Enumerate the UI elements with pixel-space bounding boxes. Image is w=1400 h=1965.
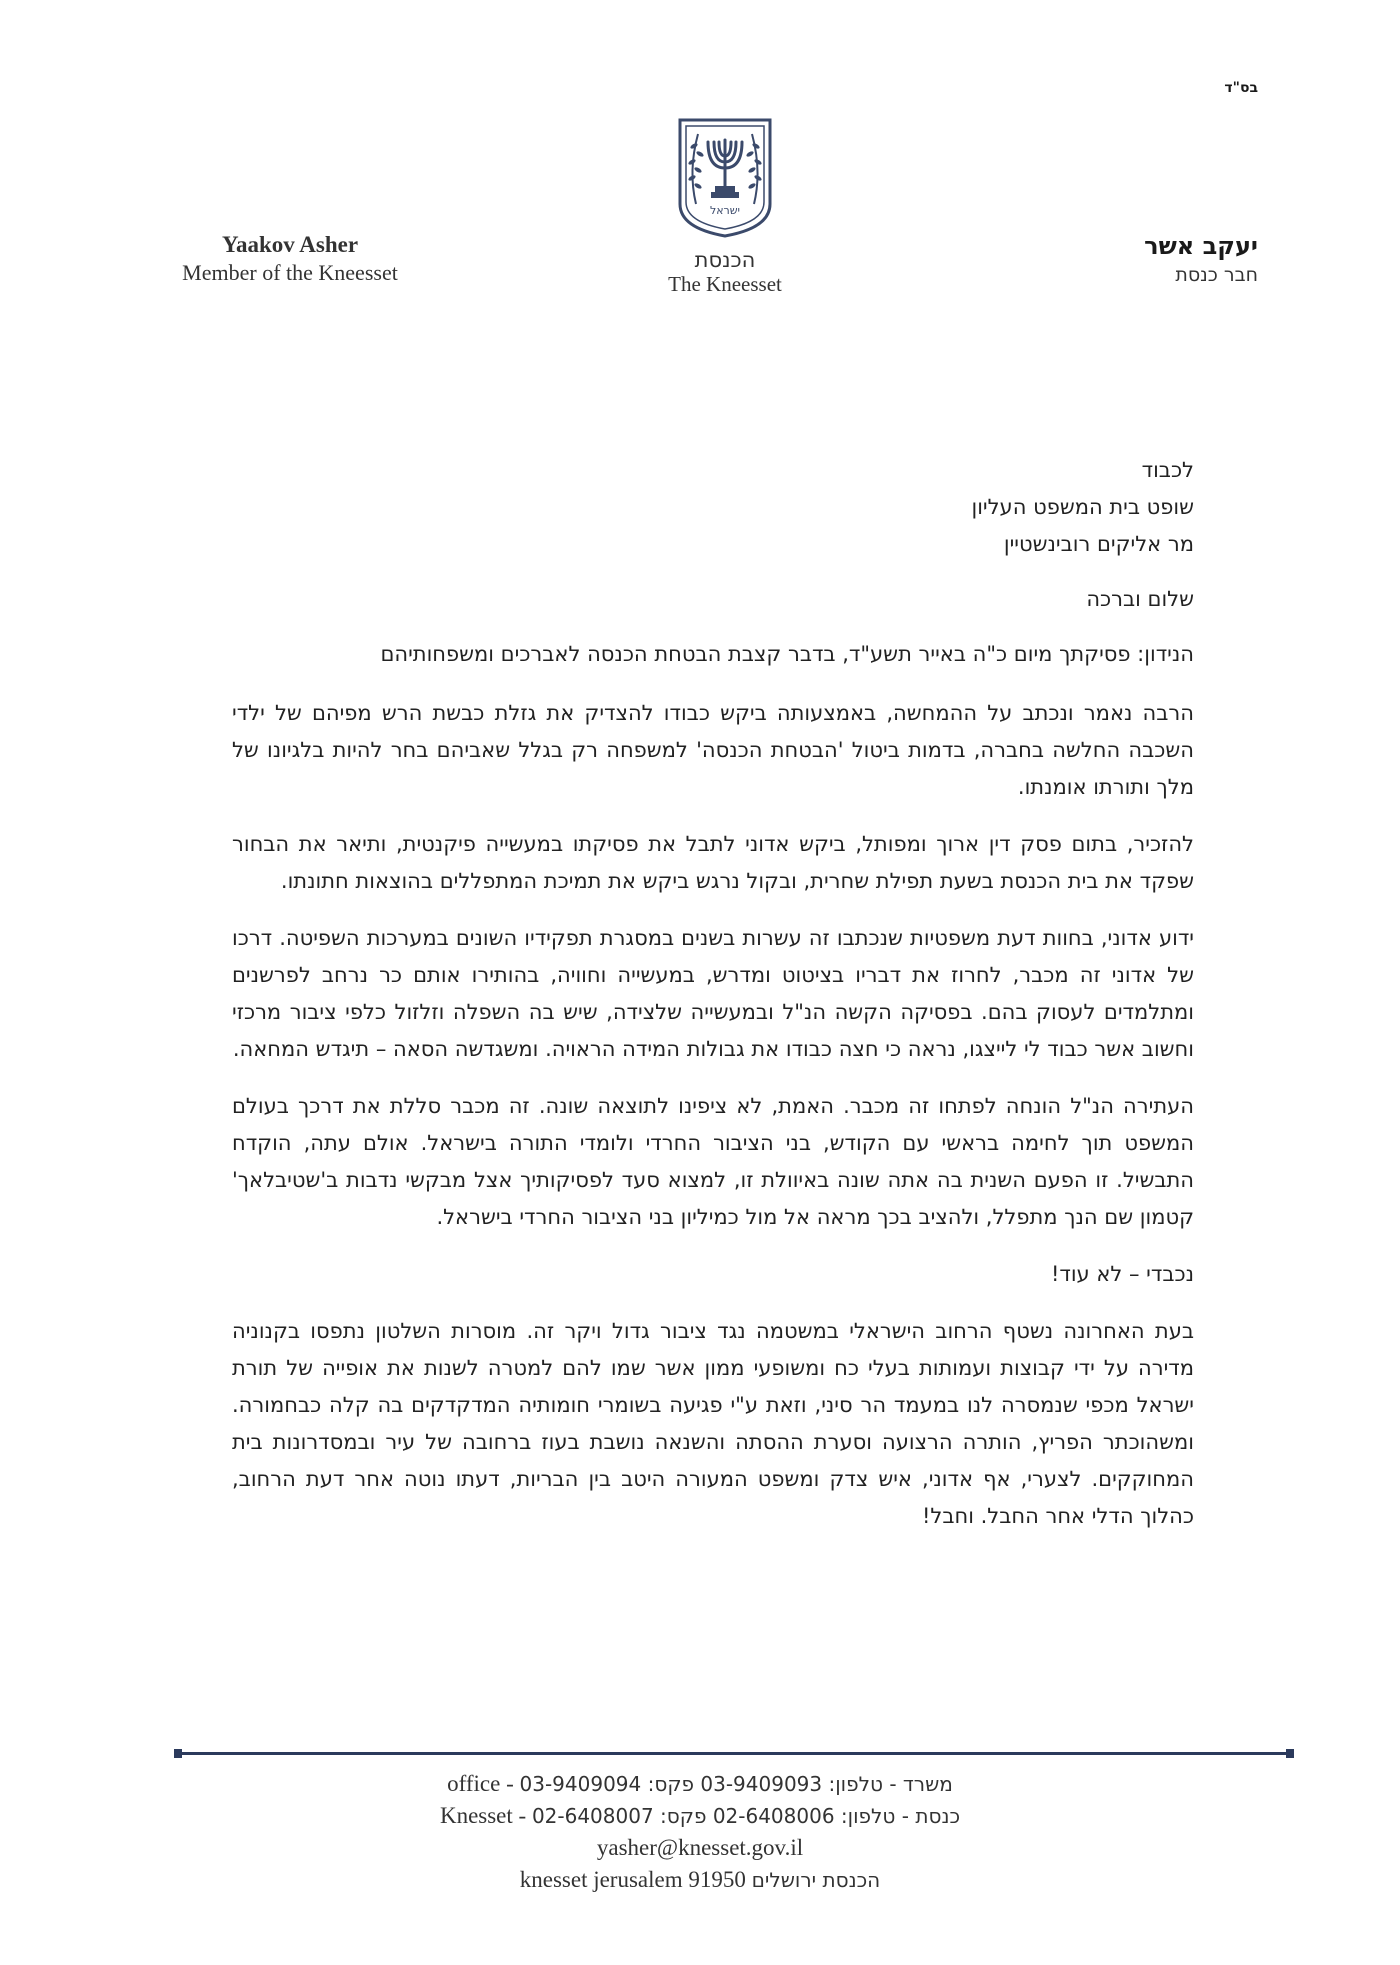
footer-office-en: office - xyxy=(447,1771,514,1796)
address-line: שופט בית המשפט העליון xyxy=(971,495,1194,519)
sender-name-en: Yaakov Asher xyxy=(221,232,359,257)
footer-address-row xyxy=(300,1864,1100,1896)
knesset-emblem-block xyxy=(620,116,830,297)
address-line: מר אליקים רובינשטיין xyxy=(1003,532,1194,556)
sender-role-he: חבר כנסת xyxy=(1175,264,1258,286)
footer-knesset-en: Knesset - xyxy=(439,1803,527,1828)
knesset-name-he: הכנסת xyxy=(694,248,756,272)
recipient-address xyxy=(232,452,1194,563)
footer-email[interactable]: yasher@knesset.gov.il xyxy=(596,1835,804,1860)
header-hebrew-sender xyxy=(1058,232,1258,286)
header-english-sender xyxy=(160,232,420,286)
footer-address-he: הכנסת ירושלים xyxy=(751,1868,881,1892)
bsd-mark: בס"ד xyxy=(1224,80,1258,96)
paragraph: להזכיר, בתום פסק דין ארוך ומפותל, ביקש אדוני לתבל את פסיקתו במעשייה פיקנטית, ותיאר את הבחור שפקד את בית הכנסת בשעת תפילת שחרית, ובקול נרגש ביקש את תמיכת המתפללים בהוצאות חתונתו. xyxy=(232,832,1194,893)
knesset-name-en: The Kneesset xyxy=(668,272,782,296)
menorah-emblem-icon xyxy=(674,116,776,238)
emblem-caption: ישראל xyxy=(709,204,741,217)
letter-body xyxy=(232,452,1194,1555)
footer-knesset-row xyxy=(300,1800,1100,1832)
footer-address-en: knesset jerusalem xyxy=(519,1867,683,1892)
footer-divider xyxy=(178,1752,1290,1755)
footer-office-row xyxy=(300,1768,1100,1800)
address-line: לכבוד xyxy=(1141,458,1194,482)
sender-role-en: Member of the Kneesset xyxy=(182,260,398,285)
footer-knesset-he: כנסת - טלפון: 02-6408006 פקס: 02-6408007 xyxy=(531,1804,961,1828)
paragraph: ידוע אדוני, בחוות דעת משפטיות שנכתבו זה עשרות בשנים במסגרת תפקידיו השונים במערכות השפיטה. דרכו של אדוני זה מכבר, לחרוז את דבריו בציטוט ומדרש, במעשייה וחוויה, בהותירו אותם כר נרחב לפרשנים ומתלמדים לעסוק בהם. בפסיקה הקשה הנ"ל ובמעשייה שלצידה, שיש בה השפלה וזלזול כלפי ציבור מרכזי וחשוב אשר כבוד לי לייצגו, נראה כי חצה כבודו את גבולות המידה הראויה. ומשגדשה הסאה – תיגדש המחאה. xyxy=(232,926,1194,1061)
paragraph: העתירה הנ"ל הונחה לפתחו זה מכבר. האמת, לא ציפינו לתוצאה שונה. זה מכבר סללת את דרכך בעולם המשפט תוך לחימה בראשי עם הקודש, בני הציבור החרדי ולומדי התורה בישראל. אולם עתה, הוקדח התבשיל. זו הפעם השנית בה אתה שונה באיוולת זו, למצוא סעד לפסיקותיך אצל מבקשי נדבות ב'שטיבלאך' קטמון שם הנך מתפלל, ולהציב בכך מראה אל מול כמיליון בני הציבור החרדי בישראל. xyxy=(232,1094,1194,1229)
footer-contact xyxy=(300,1768,1100,1896)
footer-zip: 91950 xyxy=(688,1867,746,1892)
paragraph: הרבה נאמר ונכתב על ההמחשה, באמצעותה ביקש כבודו להצדיק את גזלת כבשת הרש מפיהם של ילדי השכבה החלשה בחברה, בדמות ביטול 'הבטחת הכנסה' למשפחה רק בגלל שאביהם בחר להיות בלגיונו של מלך ותורתו אומנתו. xyxy=(232,701,1194,799)
greeting: שלום וברכה xyxy=(1086,587,1194,611)
sender-name-he: יעקב אשר xyxy=(1144,232,1258,260)
footer-office-he: משרד - טלפון: 03-9409093 פקס: 03-9409094 xyxy=(519,1772,953,1796)
paragraph: בעת האחרונה נשטף הרחוב הישראלי במשטמה נגד ציבור גדול ויקר זה. מוסרות השלטון נתפסו בקנוניה מדירה על ידי קבוצות ועמותות בעלי כח ומשופעי ממון אשר שמו להם למטרה לשנות את אופייה של תורת ישראל מכפי שנמסרה לנו במעמד הר סיני, וזאת ע"י פגיעה בשומרי חומותיה המדקדקים בה קלה כבחמורה. ומשהוכתר הפריץ, הותרה הרצועה וסערת ההסתה והשנאה נושבת בעוז ברחובה של עיר ובמסדרונות בית המחוקקים. לצערי, אף אדוני, איש צדק ומשפט המעורה היטב בין הבריות, דעתו נוטה אחר דעת הרחוב, כהלוך הדלי אחר החבל. וחבל! xyxy=(232,1319,1194,1528)
paragraph: נכבדי – לא עוד! xyxy=(1050,1262,1194,1286)
subject-line: הנידון: פסיקתך מיום כ"ה באייר תשע"ד, בדבר קצבת הבטחת הכנסה לאברכים ומשפחותיהם xyxy=(380,642,1194,666)
